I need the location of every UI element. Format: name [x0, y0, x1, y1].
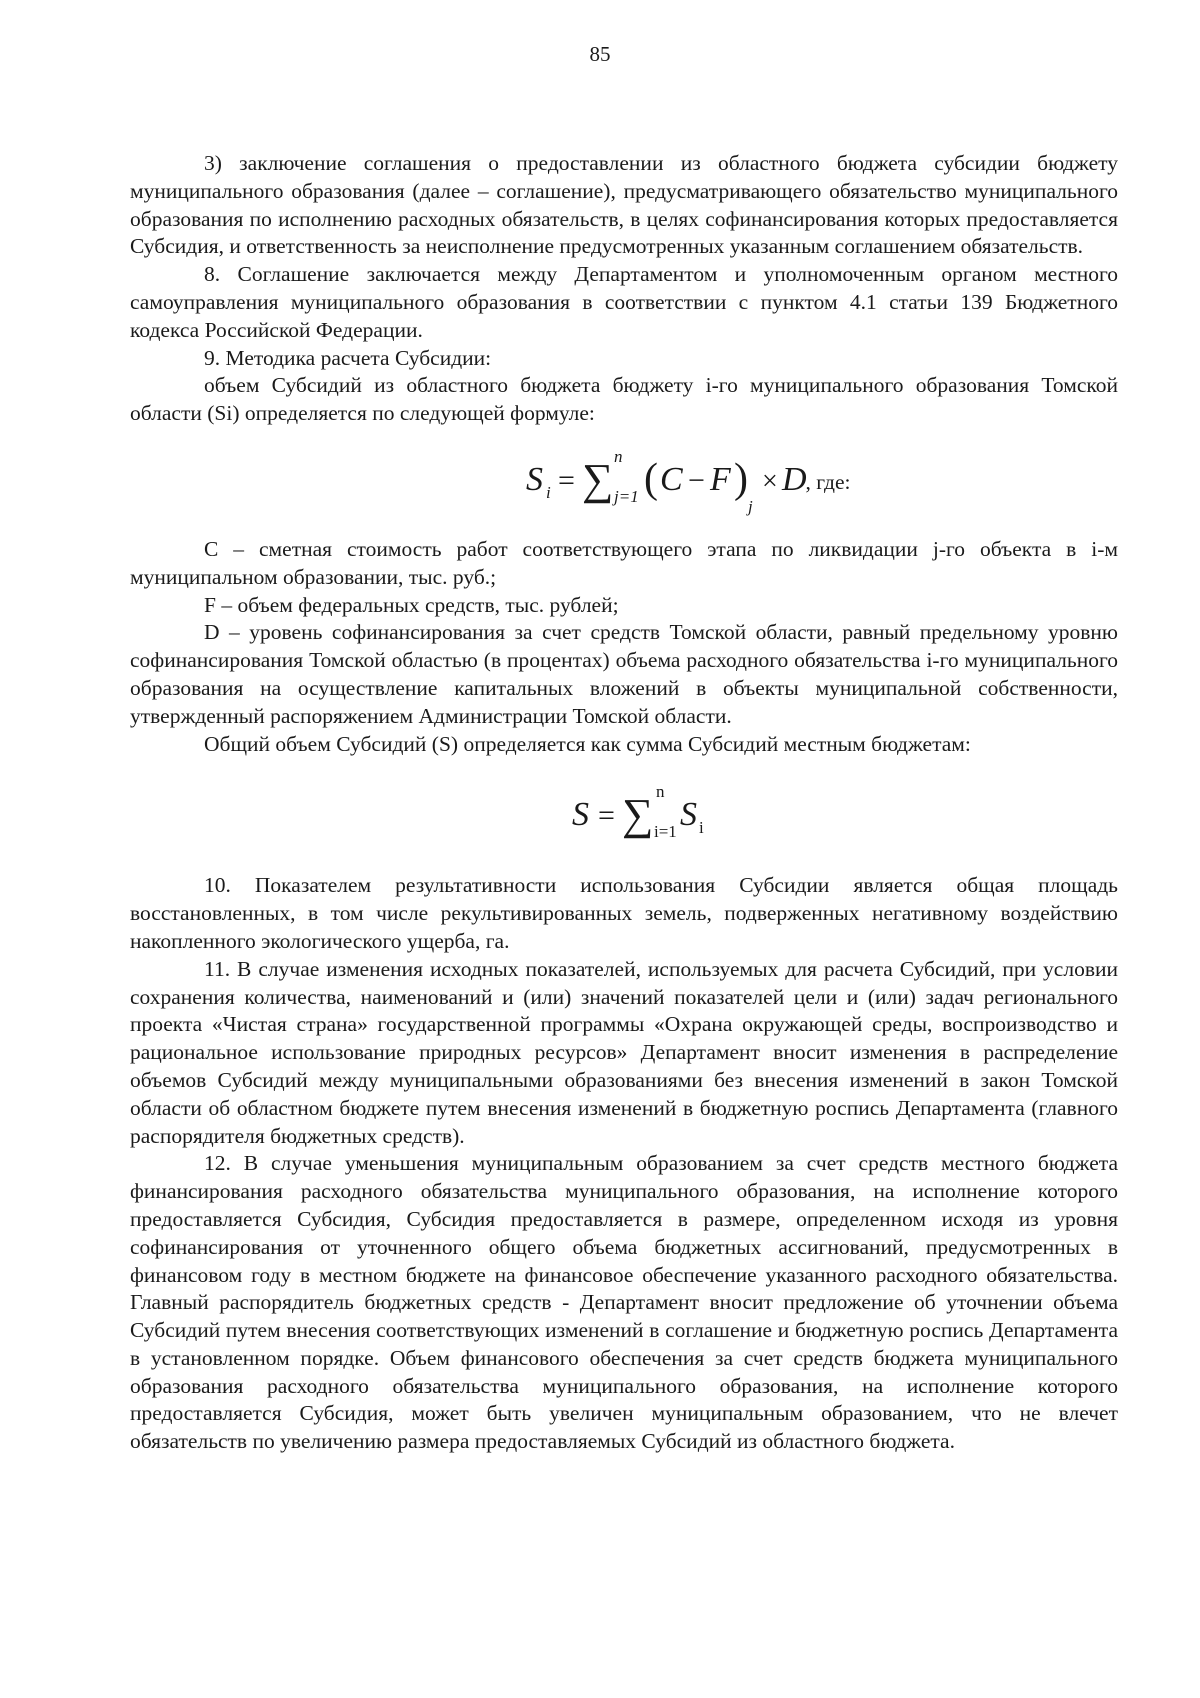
formula-2-si: S: [680, 796, 697, 834]
paragraph-c-definition: С – сметная стоимость работ соответствующего этапа по ликвидации j-го объекта в i-м муниципальном образовании, тыс. руб.;: [130, 536, 1118, 589]
formula-1-s: S: [525, 460, 543, 498]
formula-1-equals: =: [557, 463, 575, 497]
formula-total-subsidy: [130, 764, 1118, 872]
paragraph-12: 12. В случае уменьшения муниципальным образованием за счет средств местного бюджета финансирования расходного обязательства муниципального образования, на исполнение которого предоставляется Субсидия, Субсидия предоставляется в размере, определенном исходя из уровня софинансирования от уточненного общего объема бюджетных ассигнований, предусмотренных в финансовом году в местном бюджете на финансовое обеспечение указанного расходного обязательства. Главный распорядитель бюджетных средств - Департамент вносит предложение об уточнении объема Субсидий путем внесения соответствующих изменений в соглашение и бюджетную роспись Департамента в установленном порядке. Объем финансового обеспечения за счет средств бюджета муниципального образования расходного обязательства муниципального образования, на исполнение которого предоставляется Субсидия, может быть увеличен муниципальным образованием, что не влечет обязательств по увеличению размера предоставляемых Субсидий из областного бюджета.: [130, 1151, 1118, 1454]
paragraph-total-volume: Общий объем Субсидий (S) определяется как сумма Субсидий местным бюджетам:: [204, 731, 971, 756]
formula-1-sub-i: i: [545, 482, 551, 502]
formula-1-sub-j: j: [747, 496, 753, 516]
formula-2-sum-upper: n: [656, 782, 665, 802]
formula-1-d: D: [781, 460, 807, 498]
formula-2-sum-lower: i=1: [654, 822, 677, 842]
formula-2-sum-sign: ∑: [622, 790, 654, 840]
formula-2-s: S: [572, 796, 589, 834]
formula-2-equals: =: [598, 799, 615, 833]
document-body: [130, 150, 1118, 1456]
page-number: 85: [589, 42, 611, 66]
formula-1-right-paren: ): [733, 455, 748, 502]
formula-1-c: C: [659, 460, 683, 498]
paragraph-f-definition: F – объем федеральных средств, тыс. рублей;: [204, 592, 619, 617]
paragraph-d-definition: D – уровень софинансирования за счет средств Томской области, равный предельному уровню софинансирования Томской областью (в процентах) объема расходного обязательства i-го муниципального образования на осуществление капитальных вложений в объекты муниципальной собственности, утвержденный распоряжением Администрации Томской области.: [130, 620, 1118, 728]
formula-1-suffix: , где:: [805, 470, 851, 495]
formula-1-sum-sign: ∑: [581, 454, 613, 504]
paragraph-10: 10. Показателем результативности использования Субсидии является общая площадь восстановленных, в том числе рекультивированных земель, подверженных негативному воздействию накопленного экологического ущерба, га.: [130, 873, 1118, 953]
paragraph-agreement-conclusion: 3) заключение соглашения о предоставлении из областного бюджета субсидии бюджету муниципального образования (далее – соглашение), предусматривающего обязательство муниципального образования по исполнению расходных обязательств, в целях софинансирования которых предоставляется Субсидия, и ответственность за неисполнение предусмотренных указанным соглашением обязательств.: [130, 151, 1118, 259]
paragraph-subsidy-volume: объем Субсидий из областного бюджета бюджету i-го муниципального образования Томской области (Si) определяется по следующей формуле:: [130, 373, 1118, 426]
formula-2-svg: [566, 773, 716, 863]
formula-1-times: ×: [761, 465, 778, 497]
formula-1-left-paren: (: [643, 455, 658, 502]
formula-2-sub-i: i: [699, 818, 704, 838]
formula-1-f: F: [709, 460, 731, 498]
formula-1-sum-lower: j=1: [613, 486, 639, 506]
formula-subsidy-per-municipality: [130, 430, 1118, 536]
paragraph-9: 9. Методика расчета Субсидии:: [204, 345, 492, 370]
formula-1-svg: [508, 438, 808, 528]
paragraph-8: 8. Соглашение заключается между Департаментом и уполномоченным органом местного самоуправления муниципального образования в соответствии с пунктом 4.1 статьи 139 Бюджетного кодекса Российской Федерации.: [130, 262, 1118, 342]
formula-1-sum-upper: n: [613, 446, 623, 466]
formula-1-minus: −: [687, 463, 705, 497]
paragraph-11: 11. В случае изменения исходных показателей, используемых для расчета Субсидий, при условии сохранения количества, наименований и (или) значений показателей цели и (или) задач регионального проекта «Чистая страна» государственной программы «Охрана окружающей среды, воспроизводство и рациональное использование природных ресурсов» Департамент вносит изменения в распределение объемов Субсидий между муниципальными образованиями без внесения изменений в закон Томской области об областном бюджете путем внесения изменений в бюджетную роспись Департамента (главного распорядителя бюджетных средств).: [130, 956, 1118, 1148]
